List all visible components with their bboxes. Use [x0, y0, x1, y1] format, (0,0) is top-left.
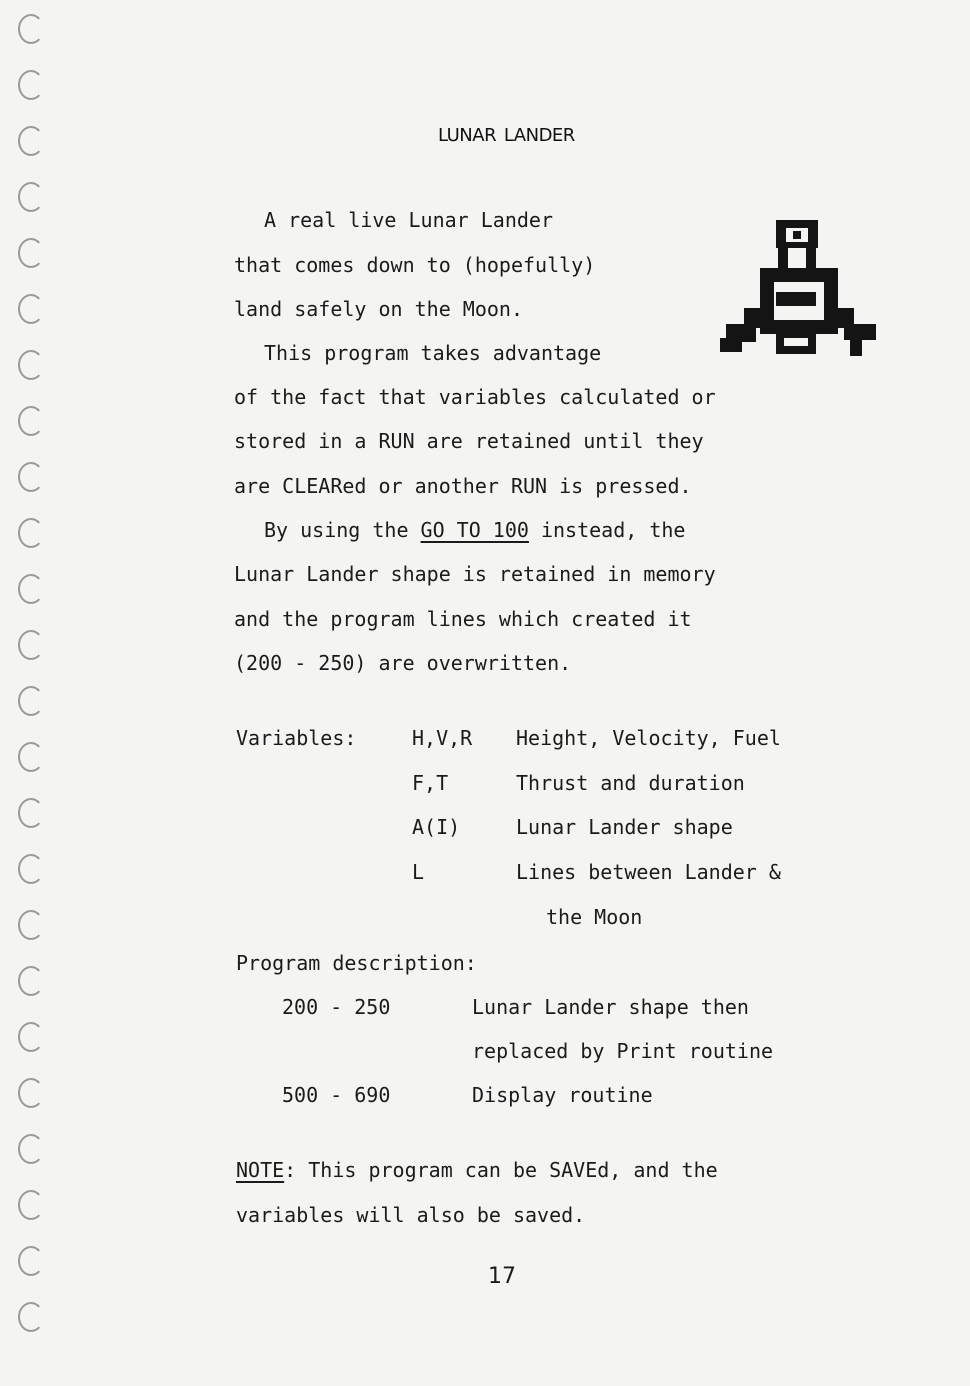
paragraph3-tail: instead, the — [528, 518, 686, 542]
program-description-label: Program description: — [236, 951, 477, 975]
paragraph2-line-3: stored in a RUN are retained until they — [234, 429, 704, 453]
variable-name: F,T — [412, 771, 449, 795]
variable-desc: Height, Velocity, Fuel — [516, 726, 781, 750]
lunar-lander-icon — [720, 220, 876, 360]
binding-hole — [18, 238, 44, 268]
paragraph3-line-3: and the program lines which created it — [234, 607, 692, 631]
paragraph2-line-2: of the fact that variables calculated or — [234, 385, 716, 409]
variable-name: L — [412, 860, 425, 884]
paragraph3-lead: By using the — [264, 518, 421, 542]
binding-hole — [18, 1078, 44, 1108]
binding-hole — [18, 1134, 44, 1164]
variable-desc-continued: the Moon — [546, 905, 643, 929]
binding-hole — [18, 798, 44, 828]
note-line-1 — [236, 1158, 718, 1182]
note-label: NOTE — [236, 1158, 285, 1182]
binding-hole — [18, 462, 44, 492]
binding-hole — [18, 854, 44, 884]
binding-hole — [18, 70, 44, 100]
binding-hole — [18, 14, 44, 44]
binding-hole — [18, 1022, 44, 1052]
variable-desc: Lunar Lander shape — [516, 815, 733, 839]
variable-desc: Lines between Lander & — [516, 860, 781, 884]
binding-hole — [18, 630, 44, 660]
variable-desc: Thrust and duration — [516, 771, 745, 795]
line-range-desc: Display routine — [472, 1083, 653, 1107]
binding-hole — [18, 1302, 44, 1332]
binding-hole — [18, 1246, 44, 1276]
binding-hole — [18, 910, 44, 940]
binding-hole — [18, 1190, 44, 1220]
paragraph3-line-1 — [264, 518, 685, 542]
binding-hole — [18, 742, 44, 772]
variable-name: H,V,R — [412, 726, 473, 750]
binding-hole — [18, 350, 44, 380]
page-number: 17 — [488, 1264, 516, 1289]
page-title: lunar lander — [438, 118, 575, 148]
variables-label: Variables: — [236, 726, 357, 750]
binding-hole — [18, 406, 44, 436]
line-range-desc-continued: replaced by Print routine — [472, 1039, 774, 1063]
binding-hole — [18, 966, 44, 996]
note-line-2: variables will also be saved. — [236, 1203, 586, 1227]
intro-line-2: that comes down to (hopefully) — [234, 253, 596, 277]
intro-line-3: land safely on the Moon. — [234, 297, 523, 321]
variable-name: A(I) — [412, 815, 461, 839]
intro-line-1: A real live Lunar Lander — [264, 208, 553, 232]
binding-hole — [18, 126, 44, 156]
goto-command: GO TO 100 — [420, 518, 529, 542]
paragraph3-line-4: (200 - 250) are overwritten. — [234, 651, 572, 675]
binding-hole — [18, 294, 44, 324]
note-text: : This program can be SAVEd, and the — [284, 1158, 718, 1182]
paragraph2-line-1: This program takes advantage — [264, 341, 602, 365]
line-range-desc: Lunar Lander shape then — [472, 995, 749, 1019]
binding-hole — [18, 518, 44, 548]
paragraph2-line-4: are CLEARed or another RUN is pressed. — [234, 474, 692, 498]
binding-hole — [18, 182, 44, 212]
binding-hole — [18, 686, 44, 716]
paragraph3-line-2: Lunar Lander shape is retained in memory — [234, 562, 716, 586]
binding-hole — [18, 574, 44, 604]
line-range: 500 - 690 — [282, 1083, 391, 1107]
spiral-binding — [0, 0, 60, 1386]
line-range: 200 - 250 — [282, 995, 391, 1019]
